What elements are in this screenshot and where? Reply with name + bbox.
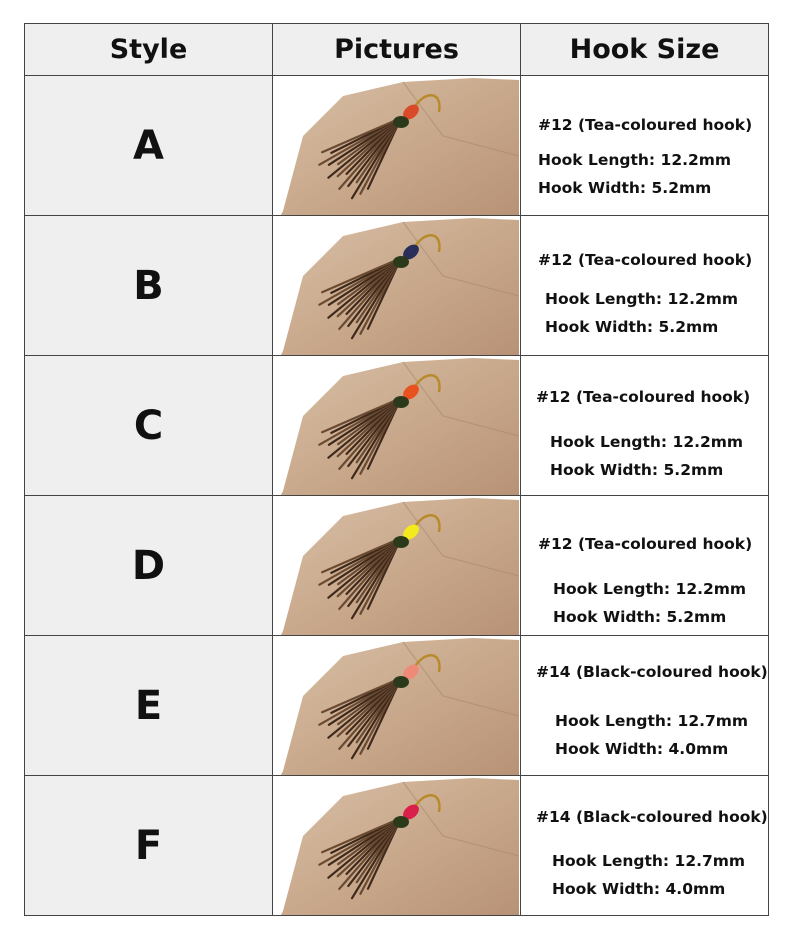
fly-picture [273,636,521,776]
fly-picture [273,496,521,636]
hook-size-cell [521,76,769,216]
table-row-d [25,496,769,636]
fly-illustration [273,356,519,495]
hook-width-text: Hook Width: 5.2mm [550,461,724,479]
hook-width-text: Hook Width: 4.0mm [552,880,726,898]
style-label: D [25,496,273,636]
hook-spec-table [24,23,769,916]
hook-length-text: Hook Length: 12.7mm [552,852,746,870]
table-row-c [25,356,769,496]
table-row-f [25,776,769,916]
hook-size-cell [521,496,769,636]
style-label: F [25,776,273,916]
hook-size-cell [521,356,769,496]
style-label: A [25,76,273,216]
fly-illustration [273,776,519,915]
fly-picture [273,776,521,916]
header-pictures: Pictures [273,24,521,76]
fly-illustration [273,216,519,355]
fly-illustration [273,76,519,215]
table-row-b [25,216,769,356]
hook-size-text: #14 (Black-coloured hook) [536,808,768,826]
fly-picture [273,356,521,496]
fly-picture [273,216,521,356]
hook-size-cell [521,636,769,776]
hook-size-text: #12 (Tea-coloured hook) [538,535,753,553]
hook-length-text: Hook Length: 12.2mm [538,151,732,169]
hook-length-text: Hook Length: 12.2mm [553,580,747,598]
style-label: B [25,216,273,356]
style-label: E [25,636,273,776]
hook-width-text: Hook Width: 5.2mm [553,608,727,626]
hook-size-text: #12 (Tea-coloured hook) [538,116,753,134]
hook-width-text: Hook Width: 5.2mm [538,179,712,197]
hook-length-text: Hook Length: 12.2mm [545,290,739,308]
fly-illustration [273,636,519,775]
table-row-a [25,76,769,216]
hook-size-cell [521,216,769,356]
hook-size-cell [521,776,769,916]
hook-width-text: Hook Width: 4.0mm [555,740,729,758]
hook-size-text: #12 (Tea-coloured hook) [538,251,753,269]
fly-illustration [273,496,519,635]
fly-picture [273,76,521,216]
hook-length-text: Hook Length: 12.2mm [550,433,744,451]
hook-size-text: #12 (Tea-coloured hook) [536,388,751,406]
hook-length-text: Hook Length: 12.7mm [555,712,749,730]
style-label: C [25,356,273,496]
hook-size-text: #14 (Black-coloured hook) [536,663,768,681]
header-row [25,24,769,76]
header-style: Style [25,24,273,76]
hook-width-text: Hook Width: 5.2mm [545,318,719,336]
header-hook-size: Hook Size [521,24,769,76]
table-row-e [25,636,769,776]
